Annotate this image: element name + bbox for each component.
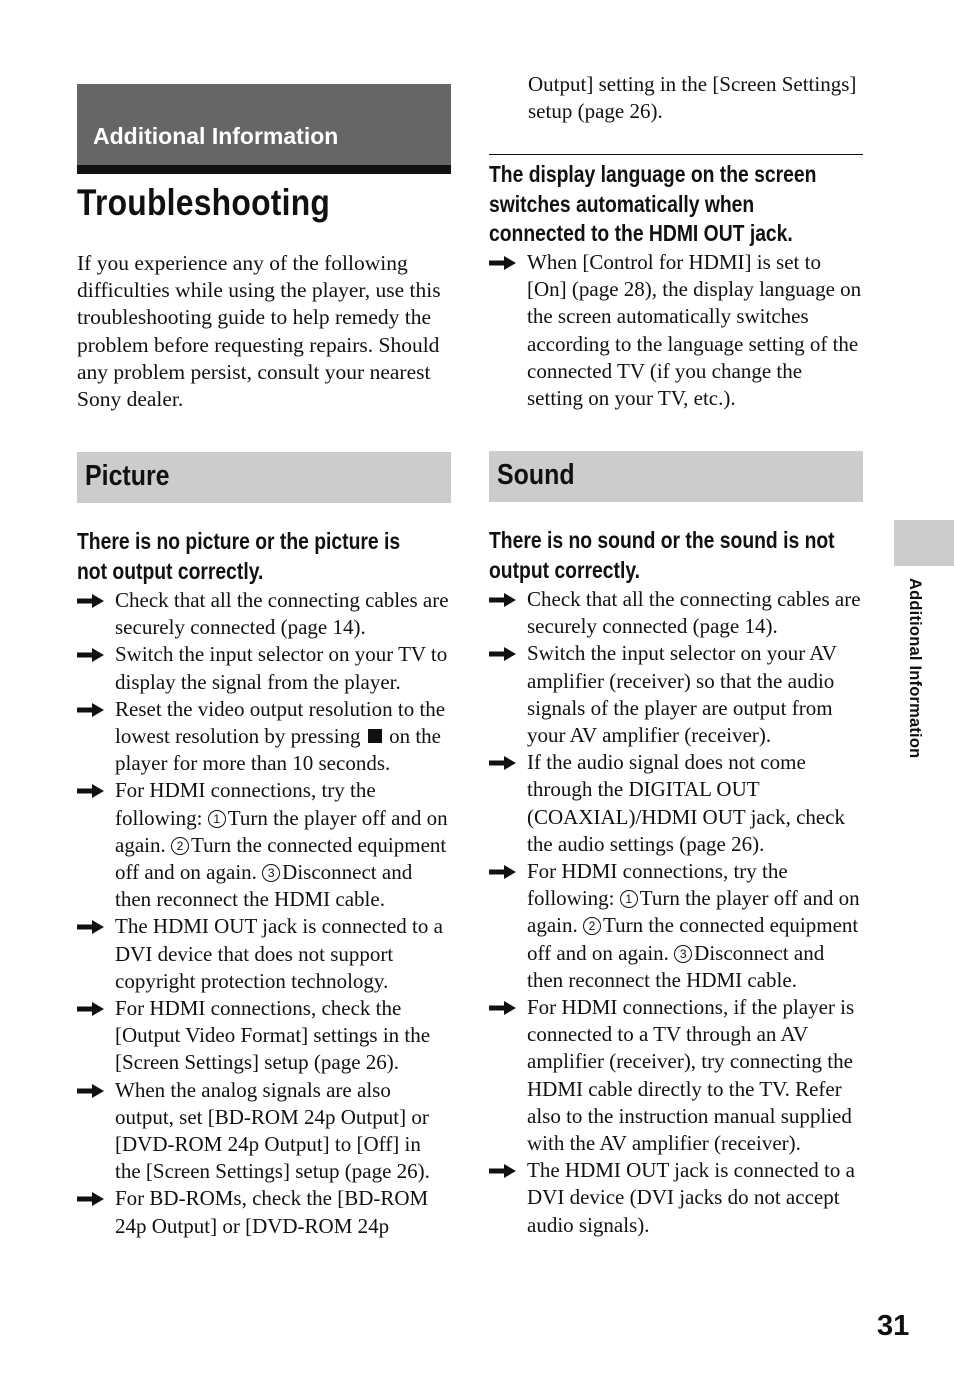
- heading-line: output correctly.: [489, 556, 641, 583]
- page-title: Troubleshooting: [77, 182, 331, 223]
- side-tab: [894, 520, 954, 566]
- solution-text: When [Control for HDMI] is set to [On] (page 28), the display language on the screen automatically switches according to the language setting of the connected TV (if you change the setting on your TV, etc.).: [527, 250, 862, 411]
- solution-item: [77, 1185, 451, 1239]
- arrow-bullet-icon: [77, 703, 104, 717]
- language-solution-list: [489, 249, 863, 412]
- arrow-bullet-icon: [489, 256, 516, 270]
- solution-text: For HDMI connections, if the player is connected to a TV through an AV amplifier (receiver), try connecting the HDMI cable directly to the TV. Refer also to the instruction manual supplied with the AV amplifier (receiver).: [527, 995, 855, 1156]
- section-banner: [77, 84, 451, 165]
- solution-text: For HDMI connections, check the [Output Video Format] settings in the [Screen Settings] setup (page 26).: [115, 996, 431, 1075]
- step-number-icon: 1: [208, 810, 226, 828]
- arrow-bullet-icon: [489, 647, 516, 661]
- step-number-icon: 2: [583, 917, 601, 935]
- picture-problem-heading: [77, 527, 400, 586]
- solution-text: If the audio signal does not come through the DIGITAL OUT (COAXIAL)/HDMI OUT jack, check the audio settings (page 26).: [527, 750, 846, 856]
- step-number-icon: 3: [262, 864, 280, 882]
- continued-text: Output] setting in the [Screen Settings] setup (page 26).: [528, 72, 857, 124]
- solution-item: [489, 994, 863, 1157]
- arrow-bullet-icon: [77, 1192, 104, 1206]
- solution-item: [77, 777, 451, 913]
- sound-section-title: Sound: [497, 459, 575, 491]
- arrow-bullet-icon: [489, 756, 516, 770]
- solution-text: Check that all the connecting cables are securely connected (page 14).: [115, 588, 449, 640]
- intro-paragraph: If you experience any of the following difficulties while using the player, use this troubleshooting guide to help remedy the problem before requesting repairs. Should any problem persist, consult your nearest Sony dealer.: [77, 251, 441, 412]
- heading-line: switches automatically when: [489, 190, 755, 217]
- arrow-bullet-icon: [77, 648, 104, 662]
- solution-text: For HDMI connections, try the following: 1 Turn the player off and on again. 2 Turn the connected equipment off and on again. 3 Disconnect and then reconnect the HDMI cable.: [115, 778, 448, 912]
- picture-section-title: Picture: [85, 460, 170, 492]
- solution-text: The HDMI OUT jack is connected to a DVI device (DVI jacks do not accept audio signals).: [527, 1158, 855, 1237]
- side-tab-text: Additional Information: [906, 578, 924, 759]
- solution-item: [77, 696, 451, 778]
- arrow-bullet-icon: [489, 1001, 516, 1015]
- solution-item: [77, 641, 451, 695]
- step-number-icon: 1: [620, 890, 638, 908]
- arrow-bullet-icon: [77, 1084, 104, 1098]
- solution-item: [489, 586, 863, 640]
- stop-button-icon: [368, 729, 382, 743]
- solution-text: Check that all the connecting cables are securely connected (page 14).: [527, 587, 861, 639]
- picture-section-bar: [77, 452, 451, 503]
- arrow-bullet-icon: [489, 1164, 516, 1178]
- solution-item: [489, 749, 863, 858]
- heading-line: not output correctly.: [77, 557, 264, 584]
- heading-line: There is no sound or the sound is not: [489, 527, 835, 553]
- heading-line: There is no picture or the picture is: [77, 528, 401, 554]
- solution-item: [489, 640, 863, 749]
- solution-text: For BD-ROMs, check the [BD-ROM 24p Output] or [DVD-ROM 24p: [115, 1186, 429, 1238]
- solution-text: When the analog signals are also output, set [BD-ROM 24p Output] or [DVD-ROM 24p Output] to [Off] in the [Screen Settings] setup (page 26).: [115, 1077, 430, 1184]
- step-number-icon: 2: [171, 837, 189, 855]
- heading-line: The display language on the screen: [489, 161, 817, 187]
- solution-text: Switch the input selector on your TV to display the signal from the player.: [115, 642, 448, 694]
- solution-text: Switch the input selector on your AV amplifier (receiver) so that the audio signals of the player are output from your AV amplifier (receiver).: [527, 641, 837, 748]
- arrow-bullet-icon: [489, 865, 516, 879]
- page-number: 31: [877, 1310, 910, 1342]
- section-banner-rule: [77, 165, 451, 174]
- solution-item: [77, 587, 451, 641]
- solution-text: Reset the video output resolution to the lowest resolution by pressing on the player for more than 10 seconds.: [115, 696, 446, 776]
- arrow-bullet-icon: [77, 594, 104, 608]
- solution-item: [77, 995, 451, 1077]
- solution-item: [489, 858, 863, 994]
- language-problem-heading: [489, 160, 816, 249]
- heading-line: connected to the HDMI OUT jack.: [489, 220, 793, 246]
- arrow-bullet-icon: [77, 1002, 104, 1016]
- arrow-bullet-icon: [489, 593, 516, 607]
- divider-rule: [489, 154, 863, 155]
- solution-item: [489, 249, 863, 412]
- arrow-bullet-icon: [77, 784, 104, 798]
- sound-section-bar: [489, 451, 863, 502]
- solution-item: [77, 1077, 451, 1186]
- section-banner-label: Additional Information: [93, 123, 339, 149]
- picture-solution-list: [77, 587, 451, 1240]
- solution-item: [77, 913, 451, 995]
- solution-text: For HDMI connections, try the following: 1 Turn the player off and on again. 2 Turn the connected equipment off and on again. 3 Disconnect and then reconnect the HDMI cable.: [527, 859, 860, 992]
- solution-text: The HDMI OUT jack is connected to a DVI device that does not support copyright protection technology.: [115, 914, 443, 993]
- step-number-icon: 3: [674, 945, 692, 963]
- solution-item: [489, 1157, 863, 1239]
- sound-solution-list: [489, 586, 863, 1239]
- sound-problem-heading: [489, 526, 835, 585]
- arrow-bullet-icon: [77, 920, 104, 934]
